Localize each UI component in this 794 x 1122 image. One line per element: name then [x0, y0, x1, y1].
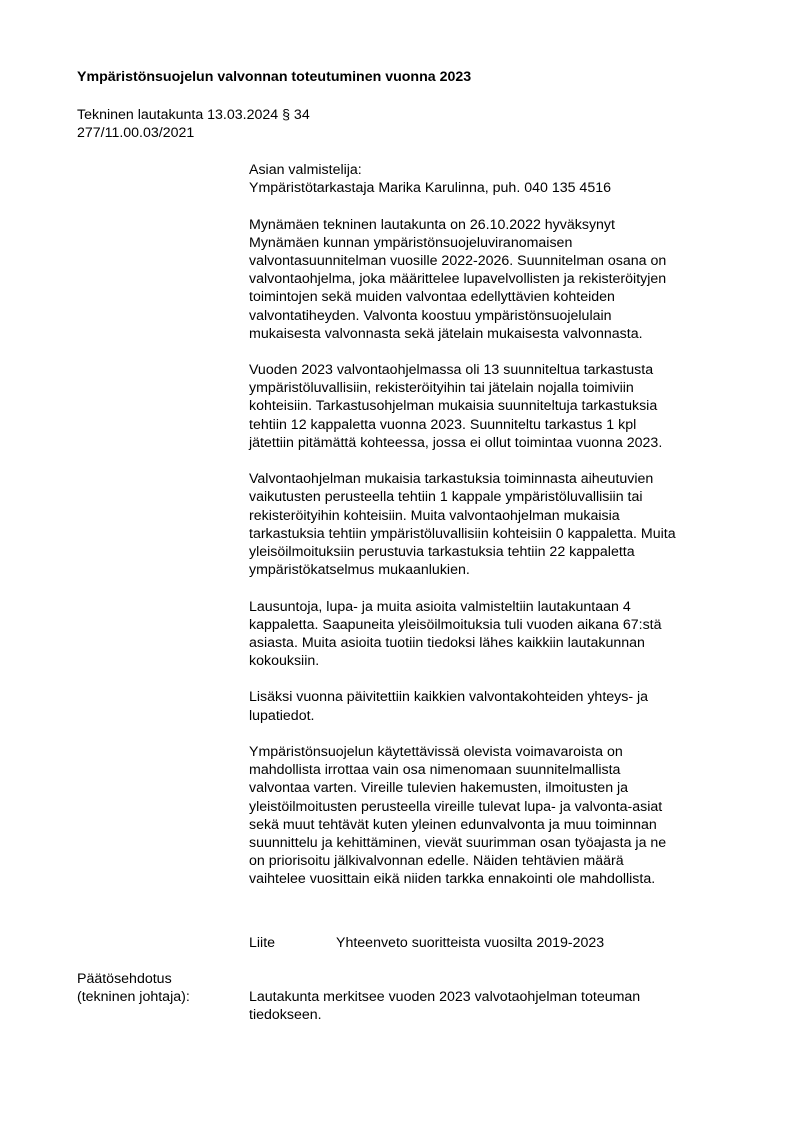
paragraph-line: tarkastuksia tehtiin ympäristöluvallisiin kohteisiin 0 kappaletta. Muita: [249, 525, 676, 542]
body-paragraph: [249, 688, 729, 724]
case-number: 277/11.00.03/2021: [77, 125, 195, 142]
paragraph-line: yleistöilmoitusten perusteella vireille tulevat lupa- ja valvonta-asiat: [249, 798, 663, 815]
preparer-label: Asian valmistelija:: [249, 162, 362, 178]
attachment-line: [249, 934, 604, 952]
body-paragraphs: [249, 216, 729, 889]
body-paragraph: [249, 216, 729, 343]
meeting-info: [77, 106, 310, 142]
paragraph-line: lupatiedot.: [249, 707, 315, 724]
paragraph-line: jätettiin pitämättä kohteessa, jossa ei ollut toimintaa vuonna 2023.: [249, 434, 663, 451]
paragraph-line: sekä muut tehtävät kuten yleinen edunvalvonta ja muu toiminnan: [249, 816, 657, 833]
paragraph-line: valvontaohjelma, joka määrittelee lupavelvollisten ja rekisteröityjen: [249, 271, 667, 288]
paragraph-line: suunnittelu ja kehittäminen, vievät suurimman osan työajasta ja ne: [249, 834, 667, 851]
paragraph-line: kohteisiin. Tarkastusohjelman mukaisia suunniteltuja tarkastuksia: [249, 398, 658, 415]
paragraph-line: ympäristöluvallisiin, rekisteröityihin tai jätelain nojalla toimiviin: [249, 380, 634, 397]
attachment-text: Yhteenveto suoritteista vuosilta 2019-2023: [336, 935, 605, 951]
paragraph-line: Lausuntoja, lupa- ja muita asioita valmisteltiin lautakuntaan 4: [249, 598, 631, 615]
paragraph-line: vaikutusten perusteella tehtiin 1 kappale ympäristöluvallisiin tai: [249, 489, 643, 506]
body-paragraph: [249, 598, 729, 671]
paragraph-line: on priorisoitu jälkivalvonnan edelle. Näiden tehtävien määrä: [249, 853, 624, 870]
paragraph-line: valvontatiheyden. Valvonta koostuu ympäristönsuojelulain: [249, 307, 612, 324]
proposal-label: [77, 970, 190, 1006]
paragraph-line: Lisäksi vuonna päivitettiin kaikkien valvontakohteiden yhteys- ja: [249, 689, 649, 706]
preparer-value: Ympäristötarkastaja Marika Karulinna, puh. 040 135 4516: [249, 180, 611, 197]
paragraph-line: Valvontaohjelman mukaisia tarkastuksia toiminnasta aiheutuvien: [249, 471, 654, 488]
paragraph-line: valvontasuunnitelman vuosille 2022-2026. Suunnitelman osana on: [249, 252, 667, 269]
proposal-text-line: Lautakunta merkitsee vuoden 2023 valvotaohjelman toteuman: [249, 989, 641, 1005]
paragraph-line: rekisteröityihin kohteisiin. Muita valvontaohjelman mukaisia: [249, 507, 620, 524]
paragraph-line: ympäristökatselmus mukaanlukien.: [249, 562, 470, 579]
paragraph-line: mukaisesta valvonnasta sekä jätelain mukaisesta valvonnasta.: [249, 325, 643, 342]
paragraph-line: yleisöilmoituksiin perustuvia tarkastuksia tehtiin 22 kappaletta: [249, 543, 635, 560]
paragraph-line: Mynämäen kunnan ympäristönsuojeluviranomaisen: [249, 234, 573, 251]
proposal-label-line1: Päätösehdotus: [77, 971, 172, 987]
document-body: [249, 161, 729, 907]
paragraph-line: Vuoden 2023 valvontaohjelmassa oli 13 suunniteltua tarkastusta: [249, 362, 654, 379]
paragraph-line: kappaletta. Saapuneita yleisöilmoituksia tuli vuoden aikana 67:stä: [249, 616, 662, 633]
body-paragraph: [249, 743, 729, 889]
body-paragraph: [249, 470, 729, 579]
paragraph-line: toimintojen sekä muiden valvontaa edellyttävien kohteiden: [249, 289, 615, 306]
proposal-text-line: tiedokseen.: [249, 1007, 322, 1024]
document-title: Ympäristönsuojelun valvonnan toteutuminen vuonna 2023: [77, 69, 472, 85]
paragraph-line: mahdollista irrottaa vain osa nimenomaan suunnitelmallista: [249, 762, 621, 779]
attachment-label: Liite: [249, 935, 276, 951]
preparer-block: [249, 161, 729, 197]
paragraph-line: vaihtelee vuosittain eikä niiden tarkka ennakointi ole mahdollista.: [249, 871, 656, 888]
proposal-text: [249, 988, 640, 1024]
proposal-label-line2: (tekninen johtaja):: [77, 989, 190, 1006]
paragraph-line: tehtiin 12 kappaletta vuonna 2023. Suunniteltu tarkastus 1 kpl: [249, 416, 637, 433]
paragraph-line: Ympäristönsuojelun käytettävissä olevista voimavaroista on: [249, 744, 623, 760]
paragraph-line: kokouksiin.: [249, 653, 320, 670]
paragraph-line: Mynämäen tekninen lautakunta on 26.10.2022 hyväksynyt: [249, 216, 615, 233]
meeting-line: Tekninen lautakunta 13.03.2024 § 34: [77, 107, 310, 123]
body-paragraph: [249, 361, 729, 452]
paragraph-line: asiasta. Muita asioita tuotiin tiedoksi lähes kaikkiin lautakunnan: [249, 634, 645, 651]
paragraph-line: valvontaa varten. Vireille tulevien hakemusten, ilmoitusten ja: [249, 780, 629, 797]
